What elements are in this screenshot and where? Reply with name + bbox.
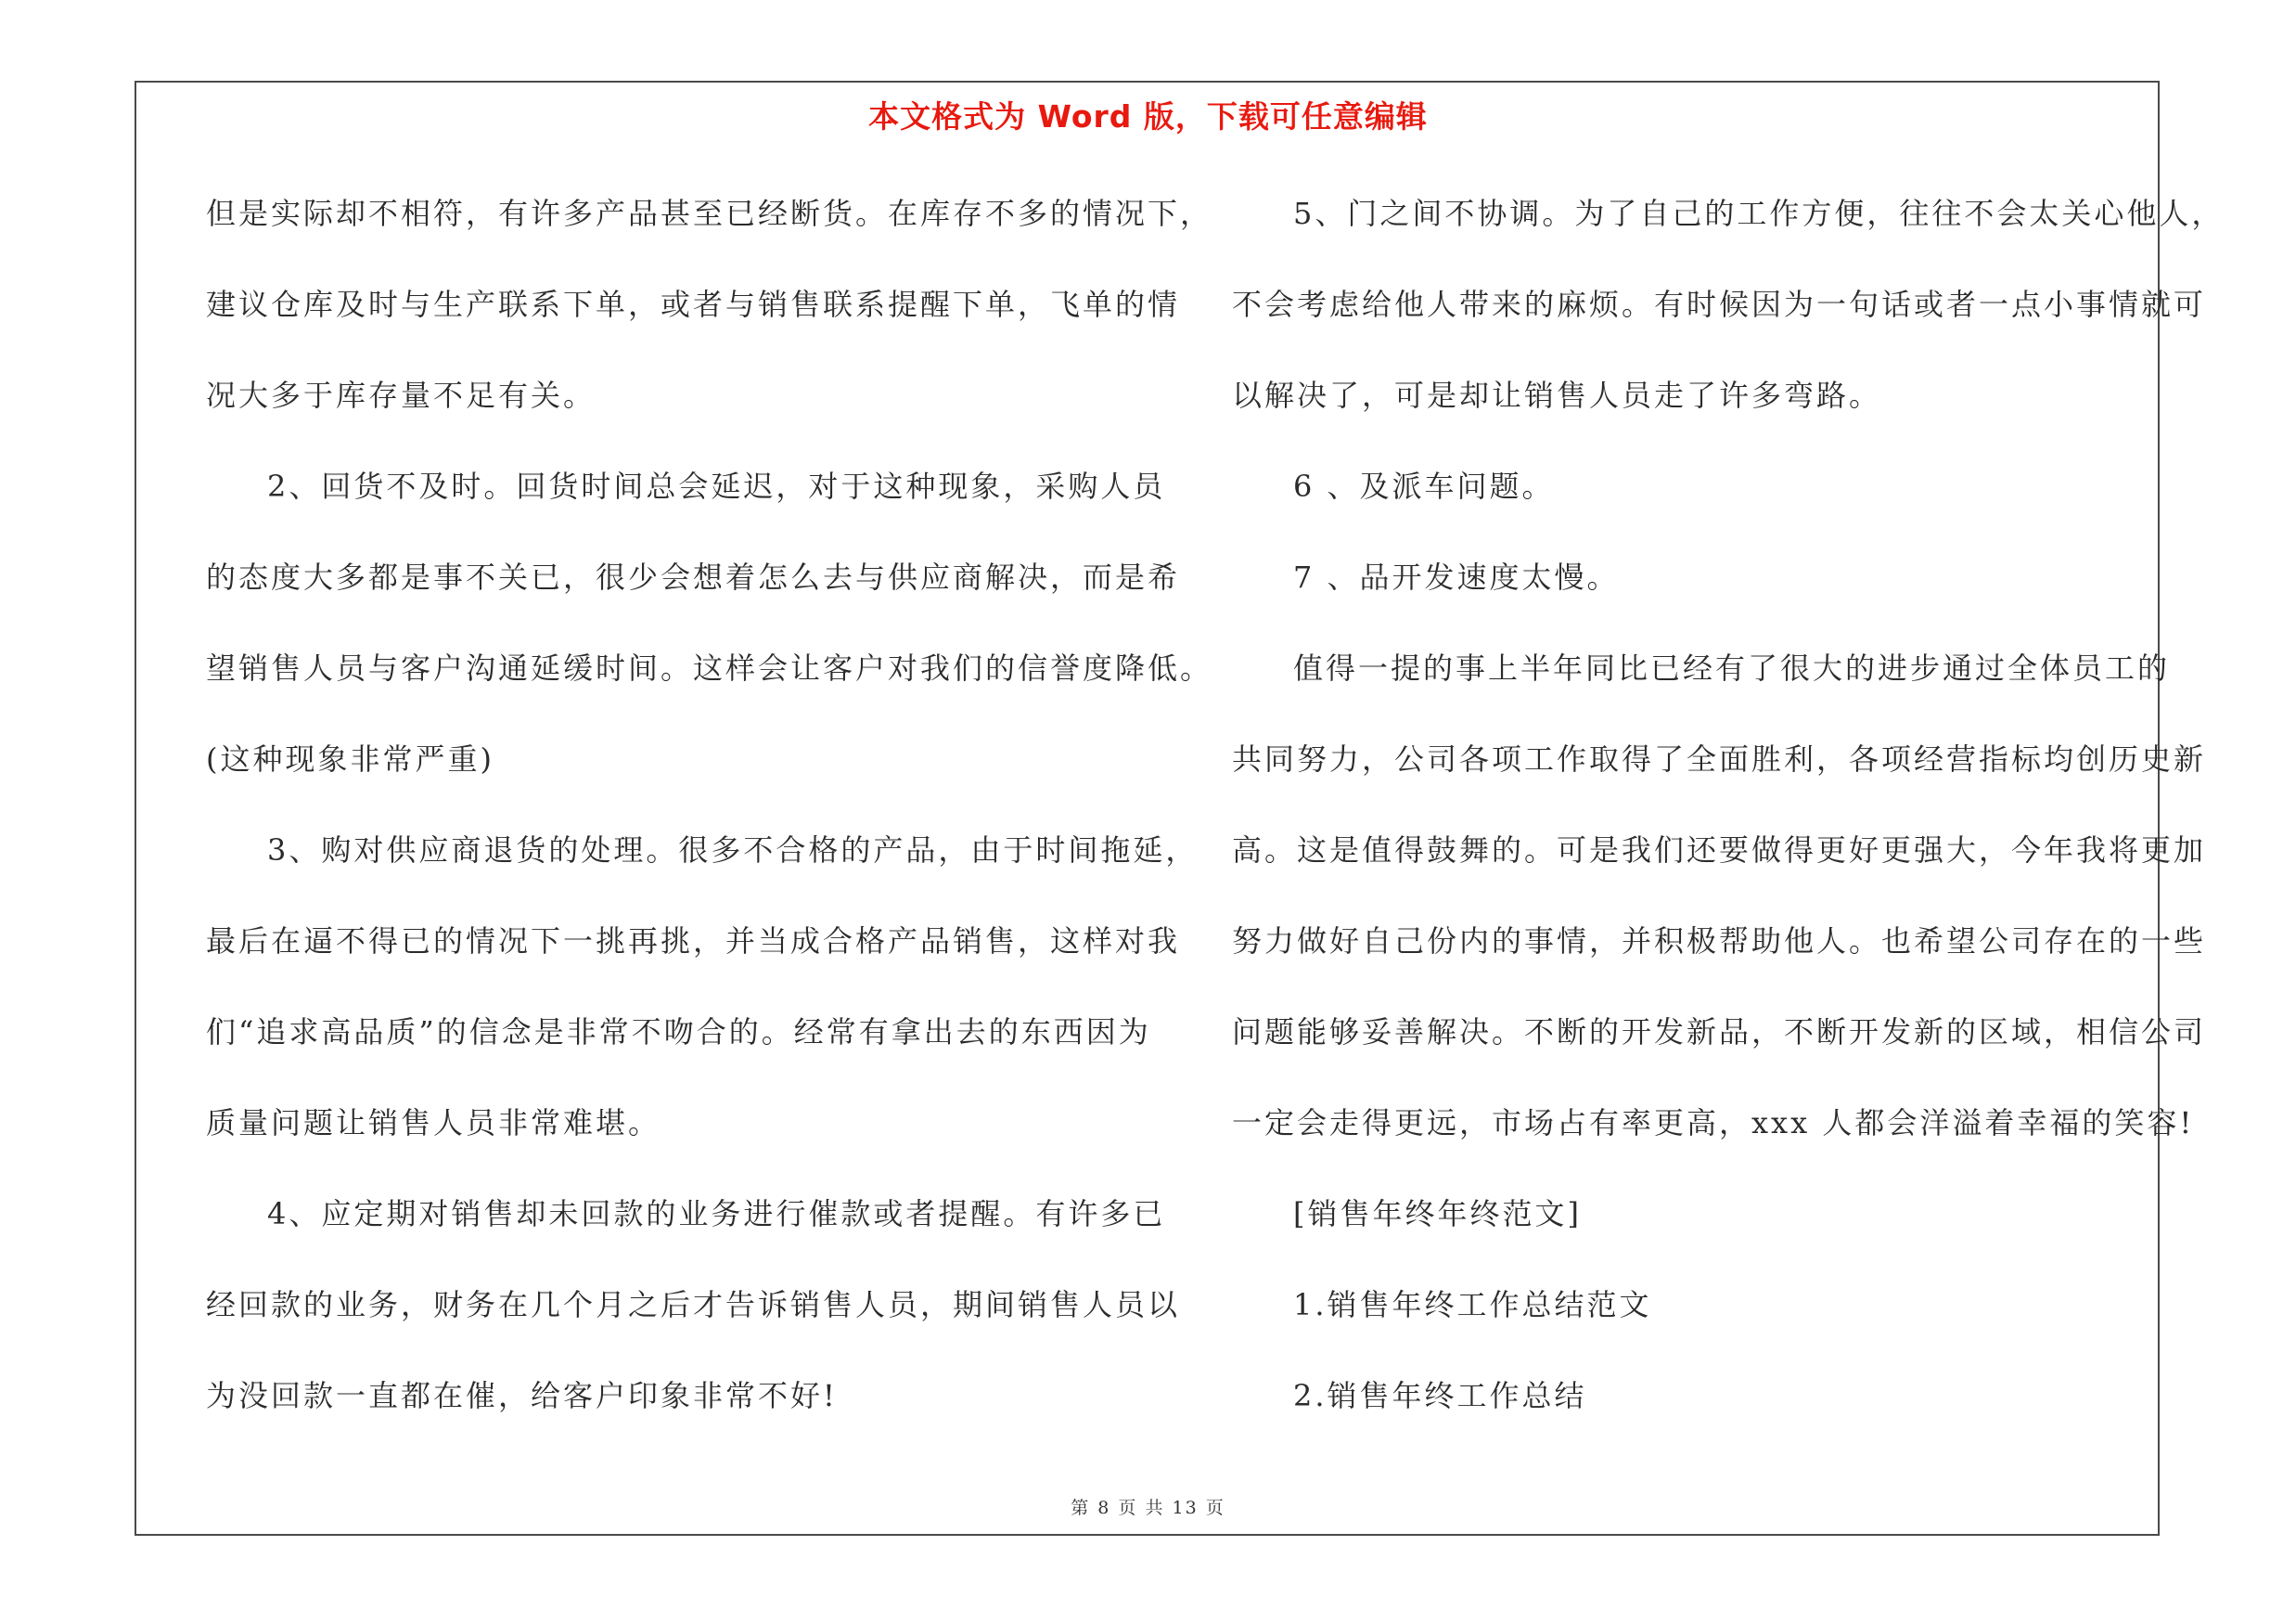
related-article-link[interactable]: 2.销售年终工作总结 — [1293, 1378, 1587, 1413]
text-line: (这种现象非常严重) — [206, 741, 494, 777]
text-line: 们“追求高品质”的信念是非常不吻合的。经常有拿出去的东西因为 — [206, 1014, 1151, 1050]
text-line: 经回款的业务，财务在几个月之后才告诉销售人员，期间销售人员以 — [206, 1287, 1181, 1322]
paragraph-start-line: 7 、品开发速度太慢。 — [1293, 560, 1620, 595]
right-column — [1232, 186, 2225, 1459]
text-line: 建议仓库及时与生产联系下单，或者与销售联系提醒下单，飞单的情 — [206, 287, 1181, 322]
paragraph-start-line: 4、应定期对销售却未回款的业务进行催款或者提醒。有许多已 — [267, 1196, 1166, 1231]
paragraph-start-line: 6 、及派车问题。 — [1293, 469, 1555, 504]
text-line: 问题能够妥善解决。不断的开发新品，不断开发新的区域，相信公司 — [1232, 1014, 2207, 1050]
paragraph-start-line: 3、购对供应商退货的处理。很多不合格的产品，由于时间拖延， — [267, 832, 1199, 868]
text-line: 以解决了，可是却让销售人员走了许多弯路。 — [1232, 378, 1882, 413]
paragraph-start-line: 5、门之间不协调。为了自己的工作方便，往往不会太关心他人， — [1293, 196, 2225, 231]
text-line: 最后在逼不得已的情况下一挑再挑，并当成合格产品销售，这样对我 — [206, 923, 1181, 959]
text-line: 质量问题让销售人员非常难堪。 — [206, 1105, 661, 1140]
left-column — [206, 186, 1213, 1459]
format-banner: 本文格式为 Word 版，下载可任意编辑 — [868, 98, 1428, 135]
text-line: 努力做好自己份内的事情，并积极帮助他人。也希望公司存在的一些 — [1232, 923, 2207, 959]
text-line: 但是实际却不相符，有许多产品甚至已经断货。在库存不多的情况下， — [206, 196, 1213, 231]
related-article-link[interactable]: 1.销售年终工作总结范文 — [1293, 1287, 1652, 1322]
text-line: 望销售人员与客户沟通延缓时间。这样会让客户对我们的信誉度降低。 — [206, 650, 1213, 686]
text-line: 况大多于库存量不足有关。 — [206, 378, 596, 413]
page-number-footer: 第 8 页 共 13 页 — [1071, 1498, 1225, 1518]
text-line: 高。这是值得鼓舞的。可是我们还要做得更好更强大，今年我将更加 — [1232, 832, 2207, 868]
text-line: 为没回款一直都在催，给客户印象非常不好! — [206, 1378, 838, 1413]
text-line: 共同努力，公司各项工作取得了全面胜利，各项经营指标均创历史新 — [1232, 741, 2207, 777]
text-line: 不会考虑给他人带来的麻烦。有时候因为一句话或者一点小事情就可 — [1232, 287, 2207, 322]
text-line: 一定会走得更远，市场占有率更高，xxx 人都会洋溢着幸福的笑容! — [1232, 1105, 2195, 1140]
text-line: 的态度大多都是事不关已，很少会想着怎么去与供应商解决，而是希 — [206, 560, 1181, 595]
related-articles-heading: [销售年终年终范文] — [1293, 1196, 1582, 1231]
paragraph-start-line: 值得一提的事上半年同比已经有了很大的进步通过全体员工的 — [1293, 650, 2171, 686]
paragraph-start-line: 2、回货不及时。回货时间总会延迟，对于这种现象，采购人员 — [267, 469, 1166, 504]
